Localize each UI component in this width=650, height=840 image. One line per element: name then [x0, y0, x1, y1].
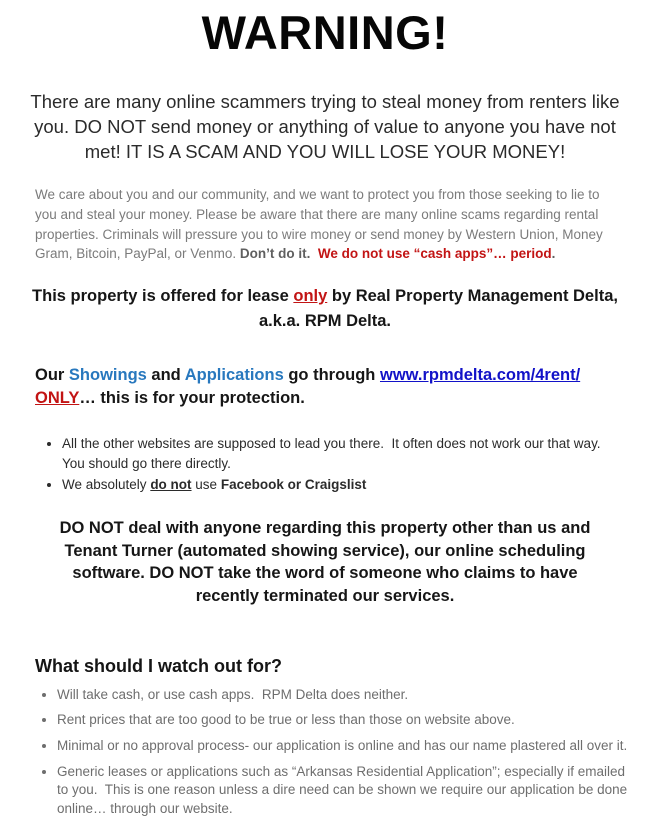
- only-emphasis: ONLY: [35, 389, 80, 408]
- watch-item-rent-prices: Rent prices that are too good to be true or less than those on website above.: [57, 712, 515, 728]
- channels-pre-text: Our: [35, 365, 69, 384]
- care-body-text: We care about you and our community, and we want to protect you from those seeking to lie to you and steal your money. Please be aware that there are many online scams regarding rental properties. Criminals will pressure you to wire money or send money by Western Union, Money Gram, Bitcoin, PayPal, or Venmo.: [35, 187, 607, 262]
- list-item: [57, 686, 632, 705]
- community-care-paragraph: [35, 185, 618, 263]
- protection-notes-list: [0, 434, 625, 496]
- applications-keyword: Applications: [184, 365, 284, 384]
- intro-paragraph: There are many online scammers trying to steal money from renters like you. DO NOT send money or anything of value to anyone you have not met! IT IS A SCAM AND YOU WILL LOSE YOUR MONEY!: [30, 91, 625, 162]
- do-not-emphasis: do not: [150, 477, 192, 493]
- no-cash-apps-text: We do not use “cash apps”… period: [317, 246, 552, 262]
- list-item: [57, 763, 632, 819]
- list-item: [57, 711, 632, 730]
- channels-and-text: and: [146, 365, 185, 384]
- showings-applications-statement: [35, 364, 630, 411]
- watch-item-approval: Minimal or no approval process- our application is online and has our name plastered all over it.: [57, 737, 628, 753]
- list-item: [57, 737, 632, 756]
- offer-pre-text: This property is offered for lease: [32, 286, 294, 305]
- watch-item-cash: Will take cash, or use cash apps. RPM Delta does neither.: [57, 686, 409, 702]
- page-title: WARNING!: [201, 6, 449, 59]
- offer-only-emphasis: only: [293, 286, 328, 305]
- watch-out-list: [0, 686, 632, 819]
- do-not-deal-paragraph: DO NOT deal with anyone regarding this property other than us and Tenant Turner (automated showing service), our online scheduling software. DO NOT take the word of someone who claims to have recently terminated our services.: [59, 519, 595, 605]
- care-period-text: .: [551, 246, 556, 262]
- note-websites-text: All the other websites are supposed to lead you there. It often does not work our that way. You should go there directly.: [62, 435, 608, 471]
- watch-out-heading: What should I watch out for?: [35, 656, 282, 677]
- list-item: [62, 434, 625, 475]
- list-item: [62, 475, 625, 495]
- watch-item-generic-leases: Generic leases or applications such as “Arkansas Residential Application”; especially if emailed to you. This is one reason unless a dire need can be shown we require our application be done online… through our website.: [57, 763, 631, 816]
- note-use-text: use: [191, 477, 221, 493]
- channels-tail-text: … this is for your protection.: [79, 389, 305, 408]
- note-absolutely-text: We absolutely: [62, 477, 151, 493]
- offer-post-text: by Real Property Management Delta, a.k.a. RPM Delta.: [258, 286, 623, 331]
- showings-keyword: Showings: [68, 365, 147, 384]
- rpmdelta-website-link[interactable]: www.rpmdelta.com/4rent/: [379, 365, 581, 384]
- scam-warning-document: [0, 6, 650, 840]
- facebook-craigslist-text: Facebook or Craigslist: [220, 477, 367, 493]
- lease-only-statement: [30, 284, 623, 335]
- dont-do-it-text: Don’t do it.: [239, 246, 318, 262]
- channels-go-text: go through: [283, 365, 380, 384]
